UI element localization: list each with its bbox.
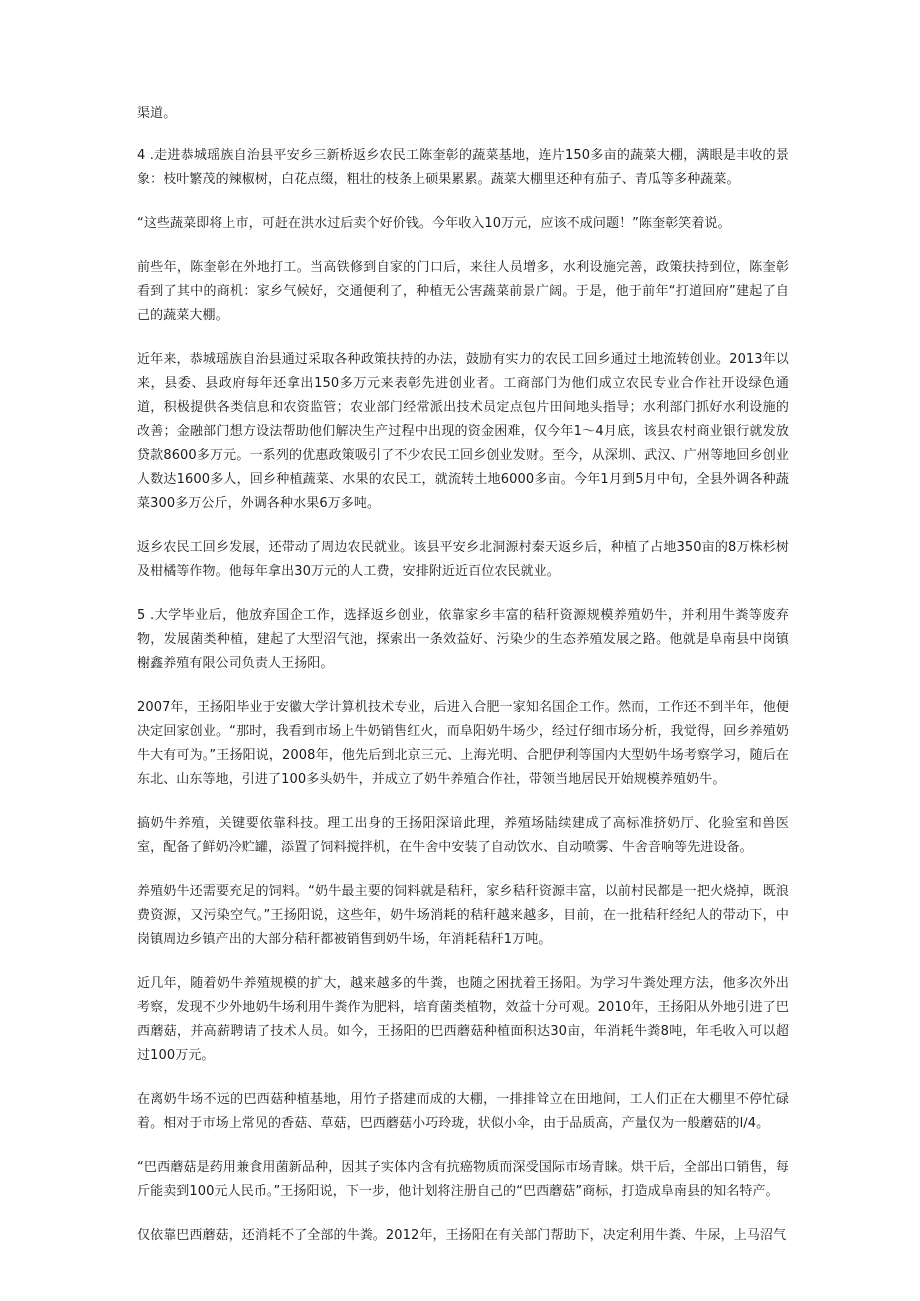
document-body: [137, 102, 789, 1268]
paragraph: “巴西蘑菇是药用兼食用菌新品种，因其子实体内含有抗癌物质而深受国际市场青睐。烘干后，全部出口销售，每斤能卖到100元人民币。”王扬阳说，下一步，他计划将注册自己的“巴西蘑菇”商标，打造成阜南县的知名特产。: [137, 1160, 789, 1199]
paragraph: 搞奶牛养殖，关键要依靠科技。理工出身的王扬阳深谙此理，养殖场陆续建成了高标准挤奶厅、化验室和兽医室，配备了鲜奶冷贮罐，添置了饲料搅拌机，在牛舍中安装了自动饮水、自动喷雾、牛舍音响等先进设备。: [137, 816, 789, 855]
paragraph: 前些年，陈奎彰在外地打工。当高铁修到自家的门口后，来往人员增多，水利设施完善，政策扶持到位，陈奎彰看到了其中的商机：家乡气候好，交通便利了，种植无公害蔬菜前景广阔。于是，他于前年“打道回府”建起了自己的蔬菜大棚。: [137, 260, 789, 323]
paragraph: 4 .走进恭城瑶族自治县平安乡三新桥返乡农民工陈奎彰的蔬菜基地，连片150多亩的蔬菜大棚，满眼是丰收的景象：枝叶繁茂的辣椒树，白花点缀，粗壮的枝条上硕果累累。蔬菜大棚里还种有茄子、青瓜等多种蔬菜。: [137, 148, 789, 187]
paragraph: 返乡农民工回乡发展，还带动了周边农民就业。该县平安乡北洞源村秦天返乡后，种植了占地350亩的8万株杉树及柑橘等作物。他每年拿出30万元的人工费，安排附近近百位农民就业。: [137, 540, 789, 579]
paragraph: 养殖奶牛还需要充足的饲料。“奶牛最主要的饲料就是秸秆，家乡秸秆资源丰富，以前村民都是一把火烧掉，既浪费资源，又污染空气。”王扬阳说，这些年，奶牛场消耗的秸秆越来越多，目前，在一批秸秆经纪人的带动下，中岗镇周边乡镇产出的大部分秸秆都被销售到奶牛场，年消耗秸秆1万吨。: [137, 884, 789, 947]
paragraph: “这些蔬菜即将上市，可赶在洪水过后卖个好价钱。今年收入10万元，应该不成问题！”陈奎彰笑着说。: [137, 216, 731, 231]
paragraph: 仅依靠巴西蘑菇，还消耗不了全部的牛粪。2012年，王扬阳在有关部门帮助下，决定利用牛粪、牛尿，上马沼气: [137, 1228, 787, 1243]
paragraph: 2007年，王扬阳毕业于安徽大学计算机技术专业，后进入合肥一家知名国企工作。然而，工作还不到半年，他便决定回家创业。“那时，我看到市场上牛奶销售红火，而阜阳奶牛场少，经过仔细市场分析，我觉得，回乡养殖奶牛大有可为。”王扬阳说，2008年，他先后到北京三元、上海光明、合肥伊利等国内大型奶牛场考察学习，随后在东北、山东等地，引进了100多头奶牛，并成立了奶牛养殖合作社，带领当地居民开始规模养殖奶牛。: [137, 700, 789, 787]
paragraph: 5 .大学毕业后，他放弃国企工作，选择返乡创业，依靠家乡丰富的秸秆资源规模养殖奶牛，并利用牛粪等废弃物，发展菌类种植，建起了大型沼气池，探索出一条效益好、污染少的生态养殖发展之路。他就是阜南县中岗镇榭鑫养殖有限公司负责人王扬阳。: [137, 608, 789, 671]
paragraph: 近年来，恭城瑶族自治县通过采取各种政策扶持的办法，鼓励有实力的农民工回乡通过土地流转创业。2013年以来，县委、县政府每年还拿出150多万元来表彰先进创业者。工商部门为他们成立农民专业合作社开设绿色通道，积极提供各类信息和农资监管；农业部门经常派出技术员定点包片田间地头指导；水利部门抓好水利设施的改善；金融部门想方设法帮助他们解决生产过程中出现的资金困难，仅今年1〜4月底，该县农村商业银行就发放贷款8600多万元。一系列的优惠政策吸引了不少农民工回乡创业发财。至今，从深圳、武汉、广州等地回乡创业人数达1600多人，回乡种植蔬菜、水果的农民工，就流转土地6000多亩。今年1月到5月中旬，全县外调各种蔬菜300多万公斤，外调各种水果6万多吨。: [137, 352, 789, 511]
paragraph: 近几年，随着奶牛养殖规模的扩大，越来越多的牛粪，也随之困扰着王扬阳。为学习牛粪处理方法，他多次外出考察，发现不少外地奶牛场利用牛粪作为肥料，培育菌类植物，效益十分可观。2010年，王扬阳从外地引进了巴西蘑菇，并高薪聘请了技术人员。如今，王扬阳的巴西蘑菇种植面积达30亩，年消耗牛粪8吨，年毛收入可以超过100万元。: [137, 976, 789, 1063]
paragraph: 渠道。: [137, 106, 177, 121]
paragraph: 在离奶牛场不远的巴西菇种植基地，用竹子搭建而成的大棚，一排排耸立在田地间，工人们正在大棚里不停忙碌着。相对于市场上常见的香菇、草菇，巴西蘑菇小巧玲珑，状似小伞，由于品质高，产量仅为一般蘑菇的l∕4。: [137, 1092, 789, 1131]
